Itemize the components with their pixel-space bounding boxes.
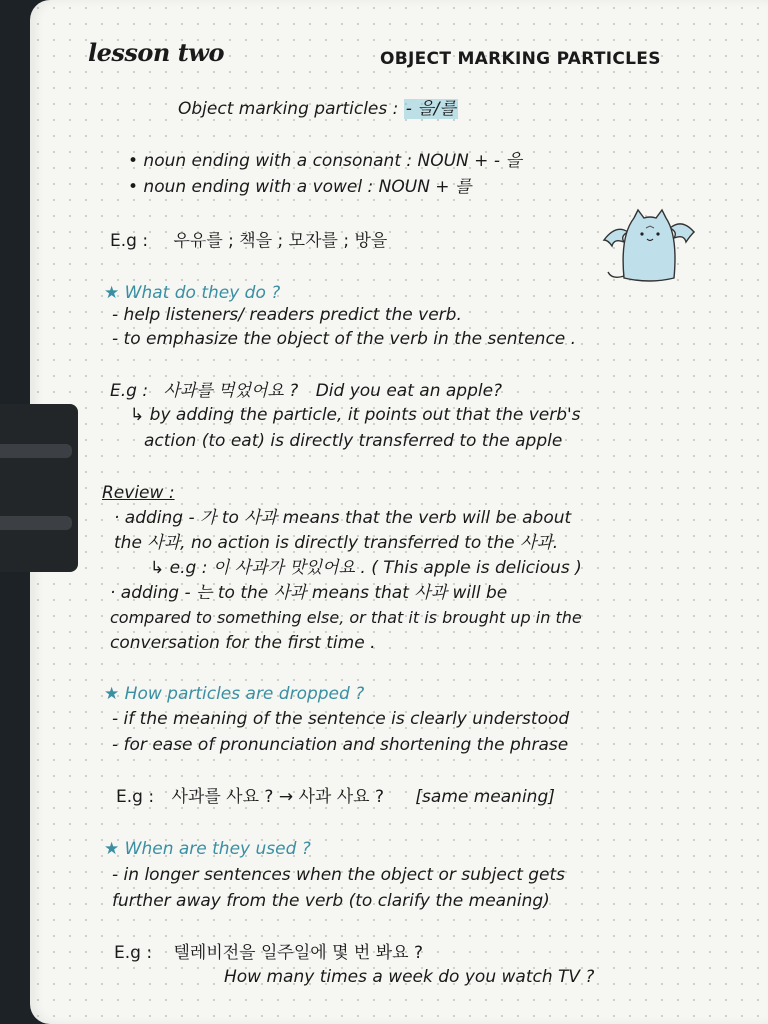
example3-note: [same meaning] <box>415 787 555 807</box>
section-dropped-heading: ★ How particles are dropped ? <box>104 684 365 704</box>
example4-english: How many times a week do you watch TV ? <box>224 967 595 987</box>
used-item-2: further away from the verb (to clarify the meaning) <box>112 891 550 911</box>
dropped-item-2: - for ease of pronunciation and shortening the phrase <box>112 735 569 755</box>
notebook-page <box>30 0 768 1024</box>
example2-korean: 사과를 먹었어요 ? <box>163 381 299 401</box>
subtitle-label: Object marking particles : <box>178 99 399 119</box>
lesson-title: lesson two <box>88 38 224 67</box>
star-icon: ★ <box>104 283 120 303</box>
example3-text: 사과를 사요 ? → 사과 사요 ? <box>171 787 384 807</box>
subtitle-particles: - 을/를 <box>405 99 456 119</box>
review-line-4: · adding - 는 to the 사과 means that 사과 will be <box>110 583 508 603</box>
example1-text: 우유를 ; 책을 ; 모자를 ; 방을 <box>173 231 388 251</box>
example2-note-1: ↳ by adding the particle, it points out that the verb's <box>130 405 581 425</box>
review-line-2: the 사과, no action is directly transferred to the 사과. <box>114 533 559 553</box>
example4 <box>114 942 423 964</box>
example2 <box>110 380 502 402</box>
example1 <box>110 230 387 252</box>
used-item-1: - in longer sentences when the object or subject gets <box>112 865 566 885</box>
star-icon: ★ <box>104 839 120 859</box>
what-item-2: - to emphasize the object of the verb in the sentence . <box>112 329 577 349</box>
strap-band <box>0 444 72 458</box>
star-icon: ★ <box>104 684 120 704</box>
topic-title: OBJECT MARKING PARTICLES <box>380 49 661 69</box>
rule-consonant: • noun ending with a consonant : NOUN + - 을 <box>128 151 522 171</box>
subtitle <box>178 98 458 120</box>
example3 <box>116 786 555 808</box>
rule-vowel: • noun ending with a vowel : NOUN + 를 <box>128 177 472 197</box>
example4-korean: 텔레비전을 일주일에 몇 번 봐요 ? <box>173 943 424 963</box>
example4-label: E.g : <box>114 943 153 963</box>
example3-label: E.g : <box>116 787 155 807</box>
section-used-heading: ★ When are they used ? <box>104 839 311 859</box>
notebook-strap <box>0 404 78 572</box>
cat-doodle-icon <box>598 206 700 286</box>
example2-english: Did you eat an apple? <box>315 381 503 401</box>
review-label: Review : <box>102 483 175 503</box>
example2-label: E.g : <box>110 381 149 401</box>
strap-band <box>0 516 72 530</box>
review-line-6: conversation for the first time . <box>110 633 376 653</box>
section-what-heading: ★ What do they do ? <box>104 283 281 303</box>
review-line-3: ↳ e.g : 이 사과가 맛있어요 . ( This apple is delicious ) <box>150 558 582 578</box>
what-item-1: - help listeners/ readers predict the verb. <box>112 305 462 325</box>
dropped-item-1: - if the meaning of the sentence is clearly understood <box>112 709 570 729</box>
example1-label: E.g : <box>110 231 149 251</box>
review-line-5: compared to something else, or that it is brought up in the <box>110 608 582 627</box>
example2-note-2: action (to eat) is directly transferred to the apple <box>144 431 563 451</box>
review-line-1: · adding - 가 to 사과 means that the verb will be about <box>114 508 572 528</box>
